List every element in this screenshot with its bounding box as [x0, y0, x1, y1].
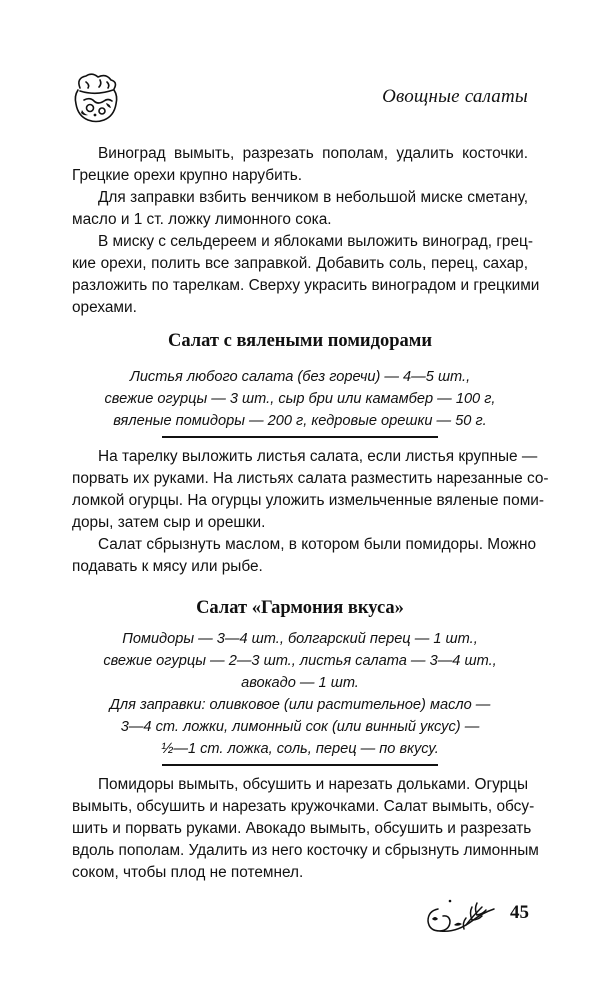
text-line: подавать к мясу или рыбе.	[72, 558, 263, 575]
text-line: масло и 1 ст. ложку лимонного сока.	[72, 211, 332, 228]
text-line: кие орехи, полить все заправкой. Добавить соль, перец, сахар,	[72, 255, 528, 272]
ingredient-line: Для заправки: оливковое (или растительное) масло —	[109, 697, 491, 713]
method-text	[72, 774, 539, 884]
text-line: доры, затем сыр и орешки.	[72, 514, 266, 531]
running-title: Овощные салаты	[382, 86, 528, 107]
text-line: соком, чтобы плод не потемнел.	[72, 864, 304, 881]
text-line: Грецкие орехи крупно нарубить.	[72, 167, 303, 184]
text-line: Салат сбрызнуть маслом, в котором были помидоры. Можно	[98, 536, 537, 553]
text-line: орехами.	[72, 299, 137, 316]
divider	[162, 764, 438, 766]
text-line: вымыть, обсушить и нарезать кружочками. Салат вымыть, обсу-	[72, 798, 535, 815]
recipe-title: Салат с вялеными помидорами	[167, 331, 433, 351]
intro-text	[72, 143, 540, 319]
page-number: 45	[510, 902, 529, 923]
text-line: Для заправки взбить венчиком в небольшой миске сметану,	[98, 189, 528, 206]
text-line: В миску с сельдереем и яблоками выложить виноград, грец-	[98, 233, 533, 250]
salad-jar-icon	[66, 70, 126, 126]
text-line: Виноград вымыть, разрезать пополам, удалить косточки.	[98, 145, 528, 162]
ingredient-line: 3—4 ст. ложки, лимонный сок (или винный уксус) —	[120, 719, 480, 735]
text-line: Помидоры вымыть, обсушить и нарезать дольками. Огурцы	[98, 776, 529, 793]
text-line: порвать их руками. На листьях салата разместить нарезанные со-	[72, 470, 549, 487]
ingredient-line: свежие огурцы — 3 шт., сыр бри или камамбер — 100 г,	[104, 391, 496, 407]
ingredient-line: свежие огурцы — 2—3 шт., листья салата — 3—4 шт.,	[103, 653, 497, 669]
divider	[162, 436, 438, 438]
ingredient-line: Помидоры — 3—4 шт., болгарский перец — 1 шт.,	[122, 631, 478, 647]
text-line: ломкой огурцы. На огурцы уложить измельченные вяленые поми-	[72, 492, 545, 509]
text-line: На тарелку выложить листья салата, если листья крупные —	[98, 448, 538, 465]
ingredient-line: Листья любого салата (без горечи) — 4—5 шт.,	[129, 369, 471, 385]
text-line: вдоль пополам. Удалить из него косточку и сбрызнуть лимонным	[72, 842, 539, 859]
text-line: разложить по тарелкам. Сверху украсить виноградом и грецкими	[72, 277, 540, 294]
text-line: шить и порвать руками. Авокадо вымыть, обсушить и разрезать	[72, 820, 532, 837]
ingredient-line: авокадо — 1 шт.	[241, 675, 359, 691]
ingredients-list	[72, 628, 528, 760]
ingredient-line: вяленые помидоры — 200 г, кедровые орешки — 50 г.	[113, 413, 487, 429]
method-text	[72, 446, 549, 578]
leaf-swirl-ornament-icon	[420, 895, 506, 939]
ingredients-list	[72, 366, 528, 432]
ingredient-line: ½—1 ст. ложка, соль, перец — по вкусу.	[161, 741, 439, 757]
recipe-title: Салат «Гармония вкуса»	[196, 598, 404, 618]
